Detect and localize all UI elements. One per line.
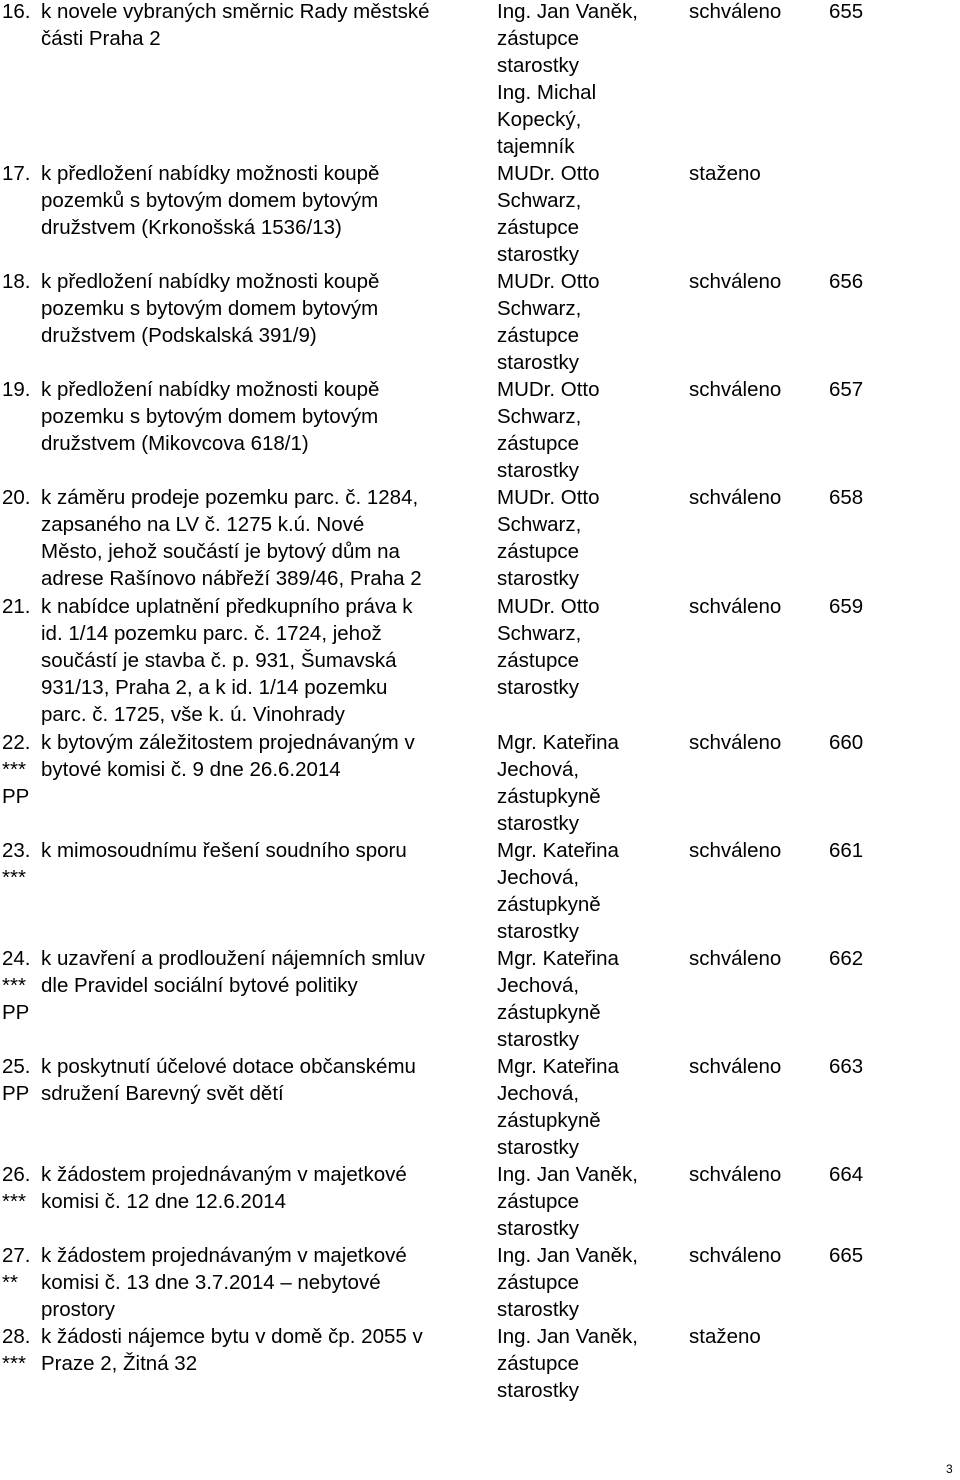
item-subject: k novele vybraných směrnic Rady městské části Praha 2	[41, 0, 430, 50]
item-number: 25. PP	[2, 1055, 31, 1105]
item-status: schváleno	[689, 270, 782, 293]
item-submitter: MUDr. Otto Schwarz, zástupce starostky	[497, 162, 600, 266]
item-number: 19.	[2, 378, 31, 401]
item-status: schváleno	[689, 0, 782, 23]
item-resolution-number: 656	[829, 270, 864, 293]
item-subject: k záměru prodeje pozemku parc. č. 1284, zapsaného na LV č. 1275 k.ú. Nové Město, jehož součástí je bytový dům na adrese Rašínovo nábřeží 389/46, Praha 2	[41, 486, 422, 590]
item-submitter: MUDr. Otto Schwarz, zástupce starostky	[497, 270, 600, 374]
item-number: 23. ***	[2, 839, 31, 889]
item-status: schváleno	[689, 947, 782, 970]
item-subject: k bytovým záležitostem projednávaným v bytové komisi č. 9 dne 26.6.2014	[41, 731, 415, 781]
item-submitter: Mgr. Kateřina Jechová, zástupkyně starostky	[497, 1055, 619, 1159]
item-resolution-number: 661	[829, 839, 864, 862]
item-submitter: MUDr. Otto Schwarz, zástupce starostky	[497, 378, 600, 482]
item-status: schváleno	[689, 1244, 782, 1267]
item-subject: k žádostem projednávaným v majetkové komisi č. 12 dne 12.6.2014	[41, 1163, 407, 1213]
item-subject: k nabídce uplatnění předkupního práva k id. 1/14 pozemku parc. č. 1724, jehož součástí je stavba č. p. 931, Šumavská 931/13, Praha 2, a k id. 1/14 pozemku parc. č. 1725, vše k. ú. Vinohrady	[41, 595, 413, 726]
item-resolution-number: 662	[829, 947, 864, 970]
item-status: schváleno	[689, 1163, 782, 1186]
item-resolution-number: 658	[829, 486, 864, 509]
item-submitter: Ing. Jan Vaněk, zástupce starostky	[497, 1325, 638, 1402]
item-subject: k předložení nabídky možnosti koupě pozemku s bytovým domem bytovým družstvem (Mikovcova 618/1)	[41, 378, 380, 455]
item-subject: k poskytnutí účelové dotace občanskému sdružení Barevný svět dětí	[41, 1055, 416, 1105]
item-status: staženo	[689, 162, 761, 185]
item-subject: k uzavření a prodloužení nájemních smluv dle Pravidel sociální bytové politiky	[41, 947, 426, 997]
item-subject: k mimosoudnímu řešení soudního sporu	[41, 839, 407, 862]
item-subject: k žádosti nájemce bytu v domě čp. 2055 v Praze 2, Žitná 32	[41, 1325, 423, 1375]
item-number: 16.	[2, 0, 31, 23]
item-status: schváleno	[689, 839, 782, 862]
item-resolution-number: 657	[829, 378, 864, 401]
item-status: schváleno	[689, 731, 782, 754]
item-number: 22. *** PP	[2, 731, 31, 808]
item-number: 26. ***	[2, 1163, 31, 1213]
item-status: schváleno	[689, 1055, 782, 1078]
item-submitter: MUDr. Otto Schwarz, zástupce starostky	[497, 486, 600, 590]
item-submitter: Mgr. Kateřina Jechová, zástupkyně starostky	[497, 731, 619, 835]
item-submitter: Ing. Jan Vaněk, zástupce starostky Ing. Michal Kopecký, tajemník	[497, 0, 638, 158]
item-resolution-number: 663	[829, 1055, 864, 1078]
item-resolution-number: 665	[829, 1244, 864, 1267]
item-number: 28. ***	[2, 1325, 31, 1375]
item-resolution-number: 660	[829, 731, 864, 754]
item-submitter: Mgr. Kateřina Jechová, zástupkyně starostky	[497, 947, 619, 1051]
item-number: 20.	[2, 486, 31, 509]
item-resolution-number: 664	[829, 1163, 864, 1186]
item-submitter: Ing. Jan Vaněk, zástupce starostky	[497, 1163, 638, 1240]
item-resolution-number: 659	[829, 595, 864, 618]
item-status: schváleno	[689, 595, 782, 618]
item-subject: k předložení nabídky možnosti koupě pozemků s bytovým domem bytovým družstvem (Krkonošská 1536/13)	[41, 162, 380, 239]
item-status: schváleno	[689, 486, 782, 509]
item-status: schváleno	[689, 378, 782, 401]
item-subject: k žádostem projednávaným v majetkové komisi č. 13 dne 3.7.2014 – nebytové prostory	[41, 1244, 407, 1321]
item-number: 24. *** PP	[2, 947, 31, 1024]
item-submitter: Mgr. Kateřina Jechová, zástupkyně starostky	[497, 839, 619, 943]
item-resolution-number: 655	[829, 0, 864, 23]
page-number: 3	[946, 1462, 953, 1476]
item-submitter: Ing. Jan Vaněk, zástupce starostky	[497, 1244, 638, 1321]
item-number: 18.	[2, 270, 31, 293]
item-status: staženo	[689, 1325, 761, 1348]
item-number: 27. **	[2, 1244, 31, 1294]
item-number: 21.	[2, 595, 31, 618]
item-subject: k předložení nabídky možnosti koupě pozemku s bytovým domem bytovým družstvem (Podskalská 391/9)	[41, 270, 380, 347]
item-number: 17.	[2, 162, 31, 185]
item-submitter: MUDr. Otto Schwarz, zástupce starostky	[497, 595, 600, 699]
